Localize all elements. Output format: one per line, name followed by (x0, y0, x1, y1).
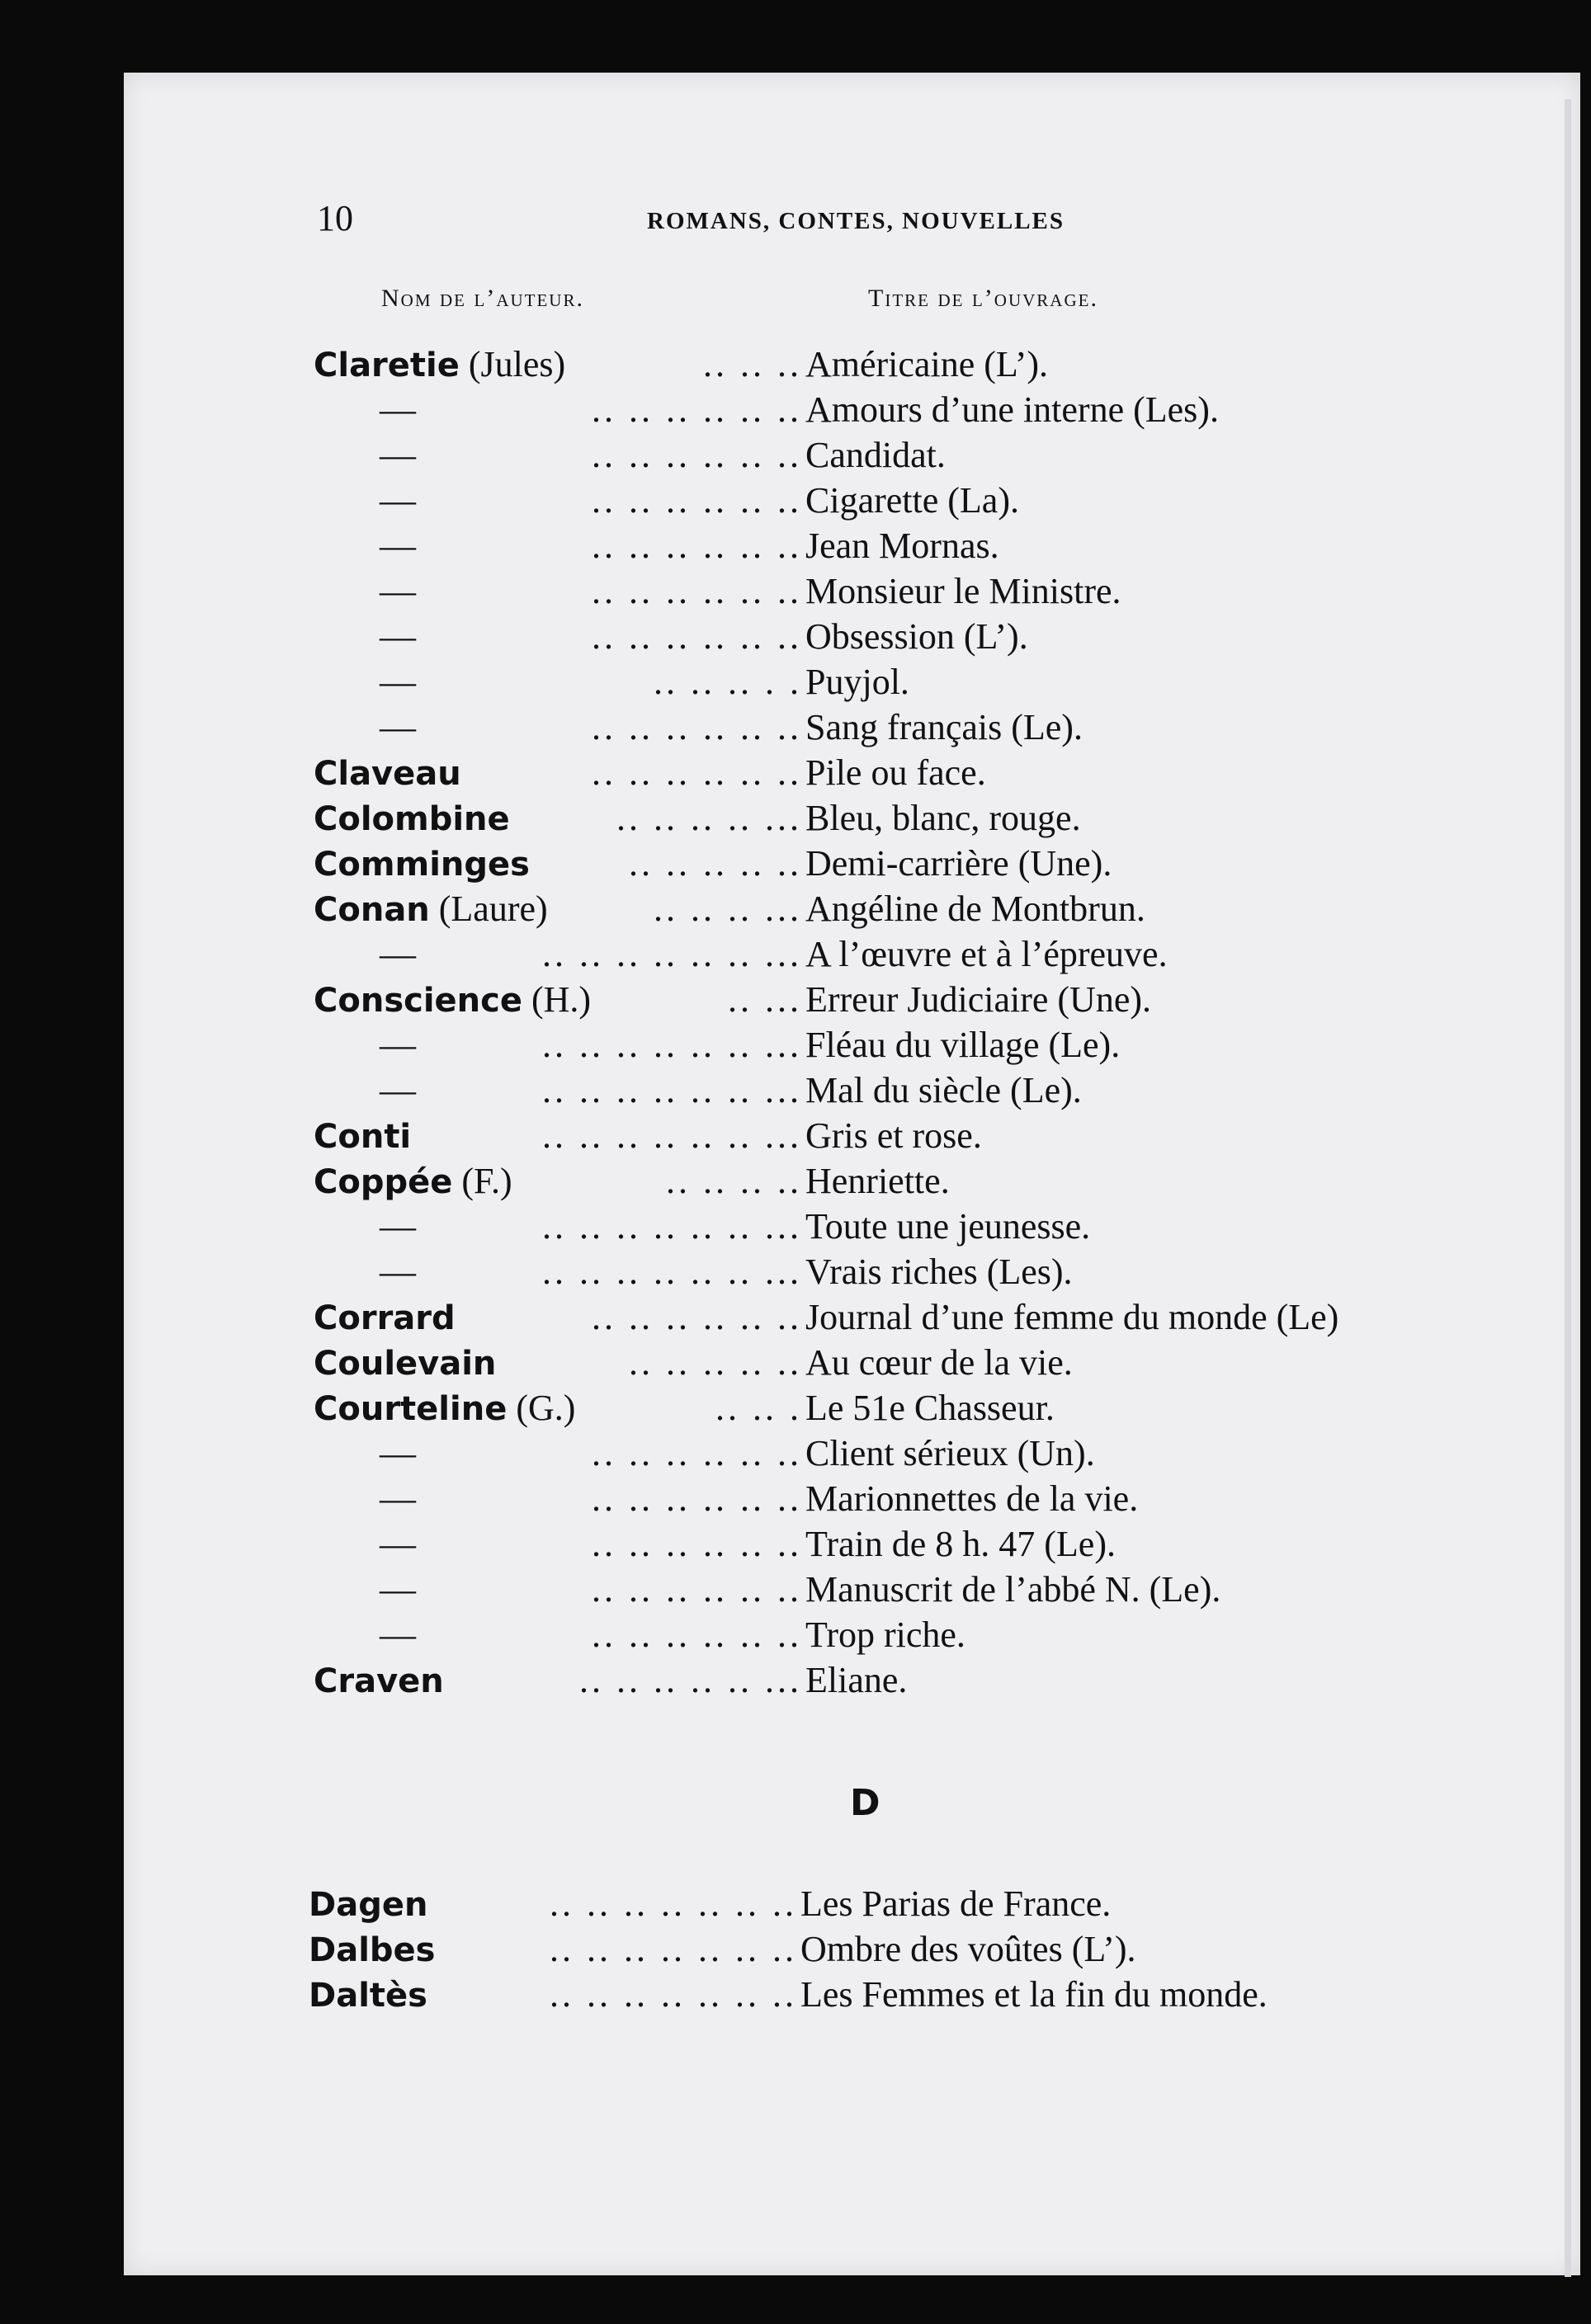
author-initials: (F.) (452, 1161, 512, 1201)
ditto-mark: — (380, 1252, 416, 1292)
dot-leader: .. .. .. .. .. .. ... (542, 1025, 802, 1065)
dot-leader: .. .. .. .. .. (629, 843, 802, 884)
work-title: Vrais riches (Les). (805, 1252, 1073, 1292)
dot-leader: .. .. .. .. .. .. (592, 1524, 802, 1564)
author-name (314, 1657, 444, 1704)
work-title: Train de 8 h. 47 (Le). (805, 1524, 1116, 1564)
work-title: Fléau du village (Le). (805, 1025, 1121, 1065)
dot-leader: .. .. .. (703, 344, 802, 384)
dot-leader: .. .. .. .. .. .. (592, 1297, 802, 1337)
list-item (314, 1340, 1469, 1385)
dot-leader: .. .. .. .. ... (616, 798, 802, 838)
dot-leader: .. .. .. .. .. .. (592, 1569, 802, 1610)
author-surname: Craven (314, 1662, 444, 1700)
list-item (309, 1972, 1464, 2017)
work-title: Obsession (L’). (805, 616, 1028, 657)
ditto-mark: — (380, 480, 416, 521)
list-item (309, 1881, 1464, 1926)
ditto-mark: — (380, 662, 416, 702)
dot-leader: .. .. .. .. .. .. (592, 752, 802, 793)
dot-leader: .. .. .. .. .. .. (592, 571, 802, 611)
author-surname: Coulevain (314, 1345, 497, 1383)
ditto-mark: — (380, 1070, 416, 1110)
list-item (314, 342, 1469, 387)
author-surname: Claretie (314, 346, 460, 384)
author-surname: Dalbes (309, 1931, 436, 1969)
work-title: Erreur Judiciaire (Une). (805, 979, 1152, 1020)
author-name (314, 1294, 456, 1341)
ditto-mark: — (380, 1569, 416, 1610)
list-item (314, 1612, 1469, 1657)
entry-list-d (309, 1881, 1464, 2017)
list-item (314, 1249, 1469, 1294)
author-surname: Daltès (309, 1977, 427, 2015)
work-title: Puyjol. (805, 662, 909, 702)
author-column-header: Nom de l’auteur. (381, 285, 584, 312)
author-name (314, 1113, 411, 1160)
dot-leader: .. .. .. .. .. .. (592, 526, 802, 566)
ditto-mark: — (380, 1433, 416, 1473)
ditto-mark: — (380, 1025, 416, 1065)
work-title: Journal d’une femme du monde (Le) (805, 1297, 1339, 1337)
dot-leader: .. .. .. .. .. .. ... (542, 1252, 802, 1292)
dot-leader: .. .. .. .. .. .. (592, 480, 802, 521)
list-item (314, 523, 1469, 568)
dot-leader: .. .. .. . . (654, 662, 802, 702)
author-surname: Conscience (314, 982, 522, 1020)
dot-leader: .. .. .. .. .. ... (579, 1660, 802, 1700)
list-item (314, 1476, 1469, 1521)
dot-leader: .. .. .. ... (654, 889, 802, 929)
author-name (314, 841, 530, 888)
author-initials: (H.) (522, 979, 592, 1020)
list-item (314, 568, 1469, 614)
work-title: Marionnettes de la vie. (805, 1478, 1139, 1519)
ditto-mark: — (380, 1478, 416, 1519)
list-item (314, 1204, 1469, 1249)
dot-leader: .. .. .. .. .. .. (592, 1615, 802, 1655)
list-item (314, 1113, 1469, 1158)
list-item (309, 1926, 1464, 1972)
work-title: Pile ou face. (805, 752, 986, 793)
page-header (317, 198, 1142, 239)
author-surname: Comminges (314, 846, 530, 884)
list-item (314, 1567, 1469, 1612)
dot-leader: .. .. .. .. .. .. .. (550, 1929, 797, 1969)
work-title: Toute une jeunesse. (805, 1206, 1091, 1247)
dot-leader: .. .. .. .. .. .. ... (542, 934, 802, 974)
author-surname: Coppée (314, 1163, 453, 1201)
work-title: Les Femmes et la fin du monde. (800, 1974, 1268, 2015)
ditto-mark: — (380, 435, 416, 475)
author-name (309, 1972, 427, 2019)
entry-list-c (314, 342, 1469, 1703)
author-surname: Claveau (314, 755, 461, 793)
author-name (314, 342, 565, 389)
list-item (314, 614, 1469, 659)
work-title: Les Parias de France. (800, 1883, 1112, 1924)
dot-leader: .. .. .. .. .. .. (592, 616, 802, 657)
list-item (314, 432, 1469, 478)
column-headers (381, 285, 1289, 326)
running-title: ROMANS, CONTES, NOUVELLES (647, 208, 1065, 234)
list-item (314, 387, 1469, 432)
author-surname: Courteline (314, 1390, 508, 1428)
work-title: Américaine (L’). (805, 344, 1049, 384)
work-title: Mal du siècle (Le). (805, 1070, 1082, 1110)
author-name (314, 750, 461, 797)
ditto-mark: — (380, 1615, 416, 1655)
author-name (314, 1158, 512, 1205)
ditto-mark: — (380, 616, 416, 657)
list-item (314, 1158, 1469, 1204)
author-initials: (G.) (507, 1388, 576, 1428)
dot-leader: .. .. .. .. .. .. .. (550, 1883, 797, 1924)
author-name (314, 795, 510, 842)
list-item (314, 1431, 1469, 1476)
dot-leader: .. .. .. .. .. .. (592, 707, 802, 747)
work-title: Client sérieux (Un). (805, 1433, 1095, 1473)
dot-leader: .. .. . (715, 1388, 802, 1428)
work-title: Monsieur le Ministre. (805, 571, 1121, 611)
list-item (314, 1385, 1469, 1431)
work-title: Candidat. (805, 435, 946, 475)
list-item (314, 1657, 1469, 1703)
work-title: Jean Mornas. (805, 526, 999, 566)
work-title: Gris et rose. (805, 1115, 982, 1156)
author-surname: Dagen (309, 1886, 428, 1924)
dot-leader: .. .. .. .. .. .. (592, 1478, 802, 1519)
work-title: Ombre des voûtes (L’). (800, 1929, 1136, 1969)
author-surname: Corrard (314, 1299, 456, 1337)
author-surname: Conan (314, 891, 430, 929)
work-title: Eliane. (805, 1660, 908, 1700)
section-letter: D (850, 1782, 880, 1824)
list-item (314, 1294, 1469, 1340)
work-title: Sang français (Le). (805, 707, 1083, 747)
dot-leader: .. .. .. .. .. .. (592, 389, 802, 430)
ditto-mark: — (380, 707, 416, 747)
dot-leader: .. .. .. .. .. .. (592, 435, 802, 475)
list-item (314, 1022, 1469, 1068)
list-item (314, 795, 1469, 841)
dot-leader: .. .. .. .. .. .. ... (542, 1206, 802, 1247)
work-title: Angéline de Montbrun. (805, 889, 1145, 929)
list-item (314, 705, 1469, 750)
dot-leader: .. .. .. .. .. (629, 1342, 802, 1383)
dot-leader: .. .. .. .. .. .. .. (550, 1974, 797, 2015)
author-name (314, 1385, 575, 1432)
list-item (314, 659, 1469, 705)
list-item (314, 886, 1469, 931)
work-title: Trop riche. (805, 1615, 965, 1655)
author-surname: Conti (314, 1118, 412, 1156)
list-item (314, 750, 1469, 795)
ditto-mark: — (380, 389, 416, 430)
page-edge (1565, 99, 1571, 2277)
list-item (314, 1068, 1469, 1113)
list-item (314, 977, 1469, 1022)
work-title: Demi-carrière (Une). (805, 843, 1112, 884)
author-name (314, 977, 591, 1024)
work-title: Henriette. (805, 1161, 950, 1201)
author-name (314, 1340, 496, 1387)
list-item (314, 841, 1469, 886)
work-title: A l’œuvre et à l’épreuve. (805, 934, 1168, 974)
title-column-header: Titre de l’ouvrage. (868, 285, 1098, 312)
author-initials: (Jules) (459, 344, 566, 384)
list-item (314, 478, 1469, 523)
ditto-mark: — (380, 1206, 416, 1247)
dot-leader: .. .. .. .. .. .. ... (542, 1070, 802, 1110)
dot-leader: .. .. .. .. .. .. (592, 1433, 802, 1473)
ditto-mark: — (380, 571, 416, 611)
list-item (314, 931, 1469, 977)
dot-leader: .. .. .. .. .. .. ... (542, 1115, 802, 1156)
ditto-mark: — (380, 1524, 416, 1564)
ditto-mark: — (380, 934, 416, 974)
work-title: Au cœur de la vie. (805, 1342, 1073, 1383)
work-title: Le 51e Chasseur. (805, 1388, 1055, 1428)
author-name (309, 1881, 427, 1928)
dot-leader: .. .. .. .. (666, 1161, 802, 1201)
dot-leader: .. ... (728, 979, 802, 1020)
author-name (309, 1926, 435, 1973)
ditto-mark: — (380, 526, 416, 566)
author-initials: (Laure) (429, 889, 548, 929)
work-title: Bleu, blanc, rouge. (805, 798, 1081, 838)
work-title: Cigarette (La). (805, 480, 1019, 521)
page-number: 10 (317, 198, 353, 238)
work-title: Manuscrit de l’abbé N. (Le). (805, 1569, 1221, 1610)
work-title: Amours d’une interne (Les). (805, 389, 1219, 430)
list-item (314, 1521, 1469, 1567)
author-name (314, 886, 548, 933)
author-surname: Colombine (314, 800, 510, 838)
